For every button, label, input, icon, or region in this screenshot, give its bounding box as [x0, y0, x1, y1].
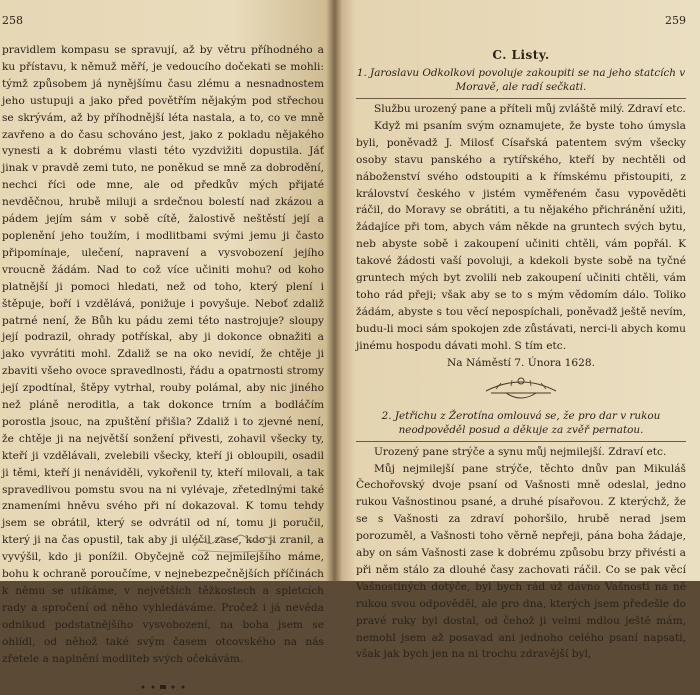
letter-2-body: Můj nejmilejší pane strýče, těchto dnův pan Mikuláš Čechořovský dvoje psaní od Vašnosti mně odeslal, jedno rukou Vašnostinou psané, a druhé písařovou. Z kterýchž, že se s Vašnosti za zdraví pohoršilo, hrubě nerad jsem porozuměl, a Vašnosti toho věrně nepřeji, pána boha žádaje, aby on sám Vašnosti zase k dobrému způsobu brzy přivésti a při něm stálo za dlouhé časy zachovati ráčil. Co se pak věcí Vašnostiných dotýče, byl bych rád už dávno Vašnosti na ně rukou svou odpověděl, ale pro dna, kterých jsem předešle do pravé ruky byl dostal, od čehož ji velmi mdlou ještě mám, nemohl jsem až posavad ani jednoho celého psaní napsati, však jak bych jen na ni trochu zdravější byl,	[356, 462, 686, 661]
title-rule	[356, 98, 686, 99]
letter-2-salutation: Urozený pane strýče a synu můj nejmilejší. Zdraví etc.	[374, 445, 667, 458]
title-rule-2	[356, 441, 686, 442]
handwritten-signature	[190, 528, 280, 554]
left-page-number: 258	[2, 14, 23, 27]
vignette-ornament	[356, 369, 686, 407]
letter-2-title: 2. Jetřichu z Žerotína omlouvá se, že pro dar v rukou neodpověděl posud a děkuje za zvěř pernatou.	[381, 409, 661, 436]
letter-1-salutation: Službu urozený pane a příteli můj zvláště milý. Zdraví etc.	[374, 103, 686, 115]
left-paragraph: pravidlem kompasu se spravují, až by větru příhodného a ku přístavu, k němuž měří, je vedoucího dočekati se mohli: týmž způsobem já nynějšímu času zlému a nesnadnostem jeho ustupuji a jako před povětřím nějakým pod střechou se skrývám, až by příhodnější léta nastala, a to, co ve mně zavřeno a do času schováno jest, jako z pokladu nějakého vynesti a k dobrému vlasti této vyzdvižiti dopustila. Jáť jinak v pravdě zemi tuto, ne poněkud se mně za dobrodění, nechci říci ode mne, ale od předkův mých přijaté nevděčnou, hrubě miluji a srdečnou bolestí nad zkázou a pádem jejím sám v sobě cítě, žalostivě neštěstí její a poplenění jeho toužím, i modlitbami svými jemu ji často připomínaje, ulečení, napravení a vysvobození jejího vroucně žádám. Nad to což více učiniti mohu? od koho platnější ji pomoci hledati, než od toho, který plení i štěpuje, boří i vzdělává, ponižuje i povyšuje. Neboť zdaliž patrné není, že Bůh ku pádu zemi této nastrojuje? sloupy její podrazil, ohrady potřískal, aby ji dokonce obnažiti a jako vyvrátiti mohl. Zdaliž se na oko nevidí, že chtěje ji zbaviti všeho ovoce spravedlnosti, řádu a opatrnosti stromy její zpodtínal, štěpy vytrhal, rouby polámal, aby nic jiného než pláně neroditla, a tak dokonce trním a bodláčím porostla jsouc, na zpuštění přišla? Zdaliž i to zjevné není, že chtěje ji na největší sonžení přivesti, zohavil všecky ty, kteří ji vzdělávali, zvelebili všecky, kteří ji obloupili, osadil ji těmi, kteří ji nenáviděli, vykořenil ty, kteří milovali, a tak spravedlivou pomstu svou na ni vylévaje, zřetedlnými také znameními hněvu svého při ní dokazoval. K tomu tehdy jsem se obrátil, který se odvrátil od ní, tomu ji poručil, který ji na čas opustil, tak aby ji uléčil zase, kdo ji zranil, a vyvýšil, kdo ji ponížil. Obyčejně což nejmilejšího máme, bohu k ochraně poroučíme, v nejnebezpečnějších příčinách k němu se utíkáme, v největších těžkostech a spletcích rady a spročení od něho vyhledáváme. Pročež i já nevěda odnikud podstatnějšího vysvobození, na boha jsem se ohlídl, od něhož také svým časem otcovského na nás zřetele a naplnění modliteb svých očekávám.	[2, 44, 324, 665]
end-ornament	[2, 682, 324, 695]
right-page	[334, 0, 700, 661]
letter-1-date: Na Náměstí 7. Února 1628.	[447, 356, 595, 369]
section-title: C. Listy.	[492, 48, 550, 62]
right-page-number: 259	[665, 14, 686, 27]
letter-1-title: 1. Jaroslavu Odkolkovi povoluje zakoupiti se na jeho statcích v Moravě, ale radí sečkati.	[356, 67, 686, 93]
left-page	[0, 0, 334, 665]
book-gutter	[326, 0, 342, 581]
letter-1-body: Když mi psaním svým oznamujete, že byste toho úmysla byli, poněvadž J. Milosť Císařská patentem svým všecky osoby stavu panského a rytířského, kteří by nechtěli od náboženství svého odstoupiti a k římskému přistoupiti, z království českého v jistém vyměřeném času vypověděti ráčil, do Moravy se obrátiti, a tu nějakého přichránění užiti, žádajíce při tom, abych vám někde na gruntech svých bytu, neb abyste sobě i zakoupení učiniti chtěli, vám popřál. K takové žádosti vaší povoluji, a kdekoli byste sobě na tyčné gruntech mých byt zvolili neb zakoupení učiniti chtěli, vám toho rád přeji; však aby se to s mým vědomím dálo. Toliko žádám, abyste s tou věcí nepospíchali, poněvadž ještě nevím, budu-li moci sám spokojen zde zůstávati, nerci-li abych komu jinému hospodu dávati mohl. S tím etc.	[356, 119, 686, 352]
